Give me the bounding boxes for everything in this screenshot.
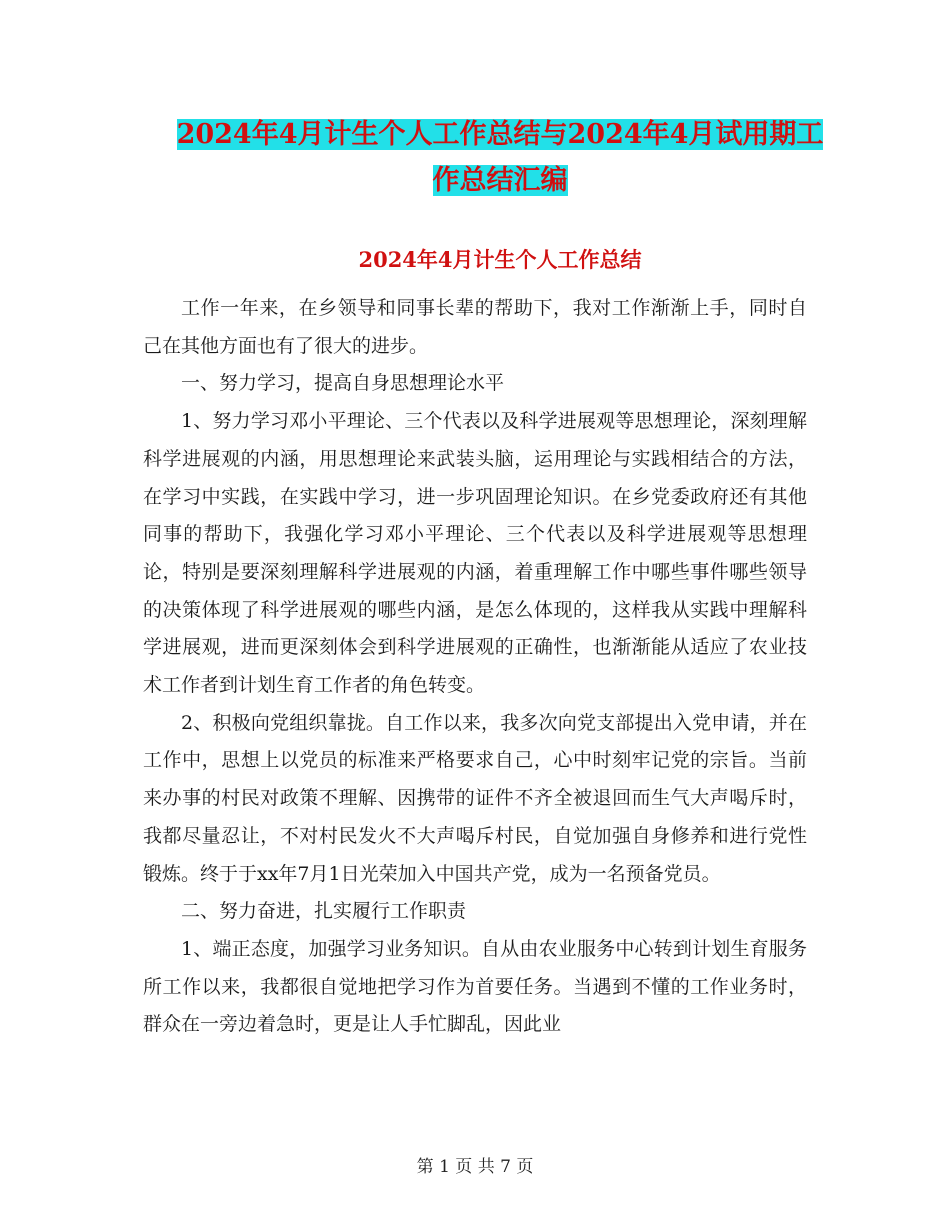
document-body (143, 290, 807, 1044)
paragraph-1-1: 1、努力学习邓小平理论、三个代表以及科学进展观等思想理论，深刻理解科学进展观的内涵，用思想理论来武装头脑，运用理论与实践相结合的方法，在学习中实践，在实践中学习，进一步巩固理论知识。在乡党委政府还有其他同事的帮助下，我强化学习邓小平理论、三个代表以及科学进展观等思想理论，特别是要深刻理解科学进展观的内涵，着重理解工作中哪些事件哪些领导的决策体现了科学进展观的哪些内涵，是怎么体现的，这样我从实践中理解科学进展观，进而更深刻体会到科学进展观的正确性，也渐渐能从适应了农业技术工作者到计划生育工作者的角色转变。 (143, 410, 807, 697)
document-title-line2: 作总结汇编 (432, 165, 568, 196)
document-title (140, 112, 860, 204)
paragraph-1-2: 2、积极向党组织靠拢。自工作以来，我多次向党支部提出入党申请，并在工作中，思想上以党员的标准来严格要求自己，心中时刻牢记党的宗旨。当前来办事的村民对政策不理解、因携带的证件不齐全被退回而生气大声喝斥时，我都尽量忍让，不对村民发火不大声喝斥村民，自觉加强自身修养和进行党性锻炼。终于于xx年7月1日光荣加入中国共产党，成为一名预备党员。 (143, 711, 807, 885)
document-title-line1: 2024年4月计生个人工作总结与2024年4月试用期工 (176, 119, 824, 150)
heading-section-2: 二、努力奋进，扎实履行工作职责 (181, 900, 467, 923)
heading-section-1: 一、努力学习，提高自身思想理论水平 (181, 372, 505, 395)
paragraph-intro: 工作一年来，在乡领导和同事长辈的帮助下，我对工作渐渐上手，同时自己在其他方面也有了很大的进步。 (143, 297, 807, 357)
page-footer: 第 1 页 共 7 页 (416, 1157, 534, 1177)
paragraph-2-1: 1、端正态度，加强学习业务知识。自从由农业服务中心转到计划生育服务所工作以来，我都很自觉地把学习作为首要任务。当遇到不懂的工作业务时，群众在一旁边着急时，更是让人手忙脚乱，因此业 (143, 937, 807, 1036)
section-title: 2024年4月计生个人工作总结 (358, 247, 642, 272)
